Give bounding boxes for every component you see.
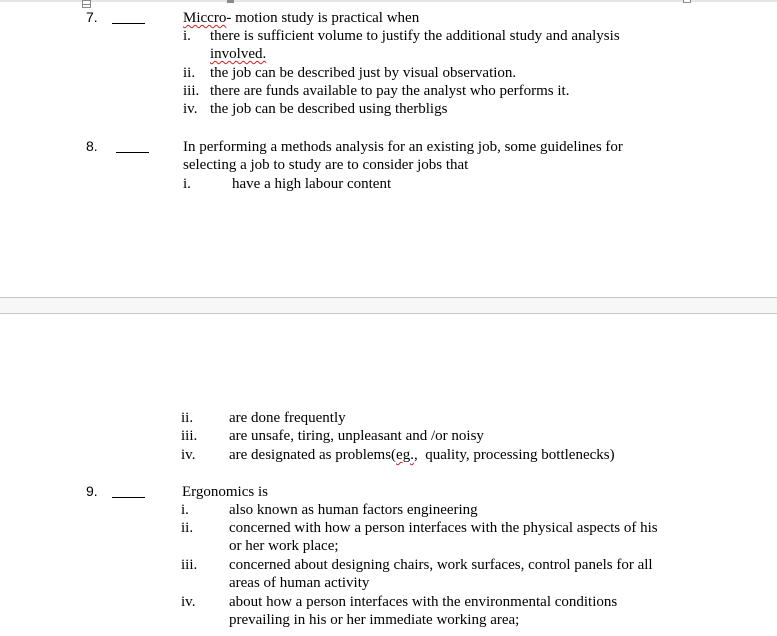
option-text: there is sufficient volume to justify the additional study and analysis	[210, 28, 620, 44]
option-numeral: ii.	[183, 65, 196, 81]
question-stem: Ergonomics is	[182, 484, 268, 500]
question-number: 9.	[86, 483, 98, 499]
option-numeral: i.	[183, 28, 191, 44]
option-numeral: iii.	[181, 557, 198, 573]
question-stem: Miccro- motion study is practical when	[183, 10, 420, 26]
option-numeral: iii.	[183, 83, 200, 99]
option-numeral: iv.	[181, 594, 196, 610]
option-text: the job can be described using therbligs	[210, 101, 448, 117]
option-text: concerned with how a person interfaces with the physical aspects of his	[229, 520, 658, 536]
option-text: the job can be described just by visual observation.	[210, 65, 517, 81]
option-numeral: i.	[181, 502, 189, 518]
answer-blank[interactable]	[112, 497, 145, 498]
right-margin-marker-icon[interactable]	[683, 0, 691, 3]
option-text: about how a person interfaces with the environmental conditions	[229, 594, 618, 610]
page-break	[0, 297, 777, 314]
option-text: are unsafe, tiring, unpleasant and /or noisy	[229, 428, 484, 444]
answer-blank[interactable]	[116, 152, 149, 153]
option-text-cont: areas of human activity	[229, 575, 370, 591]
question-number: 8.	[86, 138, 98, 154]
option-text-cont: prevailing in his or her immediate working area;	[229, 612, 520, 628]
option-numeral: ii.	[181, 410, 194, 426]
option-numeral: i.	[183, 176, 191, 192]
option-numeral: iv.	[183, 101, 198, 117]
option-text-cont: or her work place;	[229, 538, 339, 554]
option-text: are designated as problems(eg., quality, processing bottlenecks)	[229, 447, 615, 463]
ruler-edge	[0, 0, 777, 2]
column-marker-icon[interactable]	[227, 0, 234, 3]
table-move-handle-icon[interactable]	[82, 0, 91, 8]
question-number: 7.	[86, 9, 98, 25]
question-stem-line1: In performing a methods analysis for an existing job, some guidelines for	[183, 139, 623, 155]
option-text: there are funds available to pay the analyst who performs it.	[210, 83, 570, 99]
option-numeral: iv.	[181, 447, 196, 463]
option-text: also known as human factors engineering	[229, 502, 478, 518]
option-text: have a high labour content	[232, 176, 392, 192]
option-numeral: ii.	[181, 520, 194, 536]
option-text: concerned about designing chairs, work surfaces, control panels for all	[229, 557, 653, 573]
option-numeral: iii.	[181, 428, 198, 444]
option-text-cont: involved.	[210, 46, 267, 62]
answer-blank[interactable]	[112, 23, 145, 24]
option-text: are done frequently	[229, 410, 346, 426]
question-stem-line2: selecting a job to study are to consider jobs that	[183, 157, 469, 173]
